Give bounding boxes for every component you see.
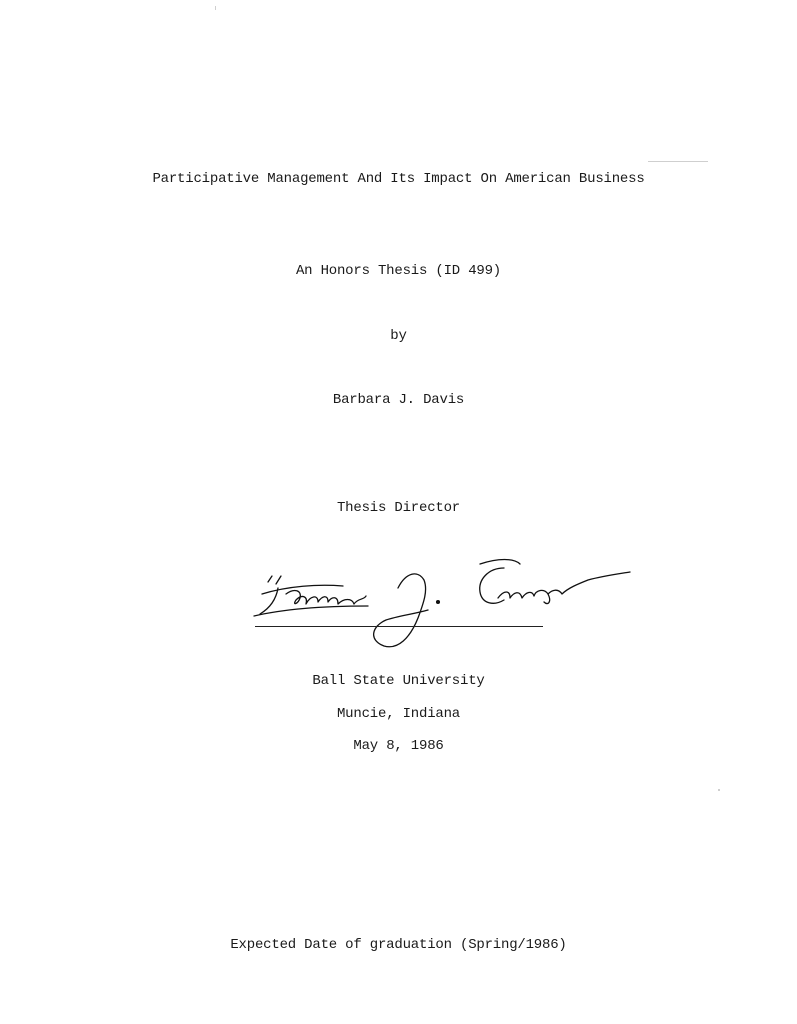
signature-line <box>255 626 543 627</box>
expected-graduation: Expected Date of graduation (Spring/1986) <box>230 937 567 953</box>
by-label: by <box>390 328 407 344</box>
thesis-director-label: Thesis Director <box>336 500 461 516</box>
scan-mark <box>215 6 216 10</box>
university-name: Ball State University <box>312 673 485 689</box>
scan-mark <box>718 789 720 791</box>
university-location: Muncie, Indiana <box>336 706 461 722</box>
author-name: Barbara J. Davis <box>332 392 465 408</box>
thesis-date: May 8, 1986 <box>353 738 444 754</box>
thesis-title: Participative Management And Its Impact On American Business <box>152 171 645 187</box>
director-signature <box>248 548 638 658</box>
thesis-subtitle: An Honors Thesis (ID 499) <box>295 263 502 279</box>
scan-mark <box>648 161 708 162</box>
